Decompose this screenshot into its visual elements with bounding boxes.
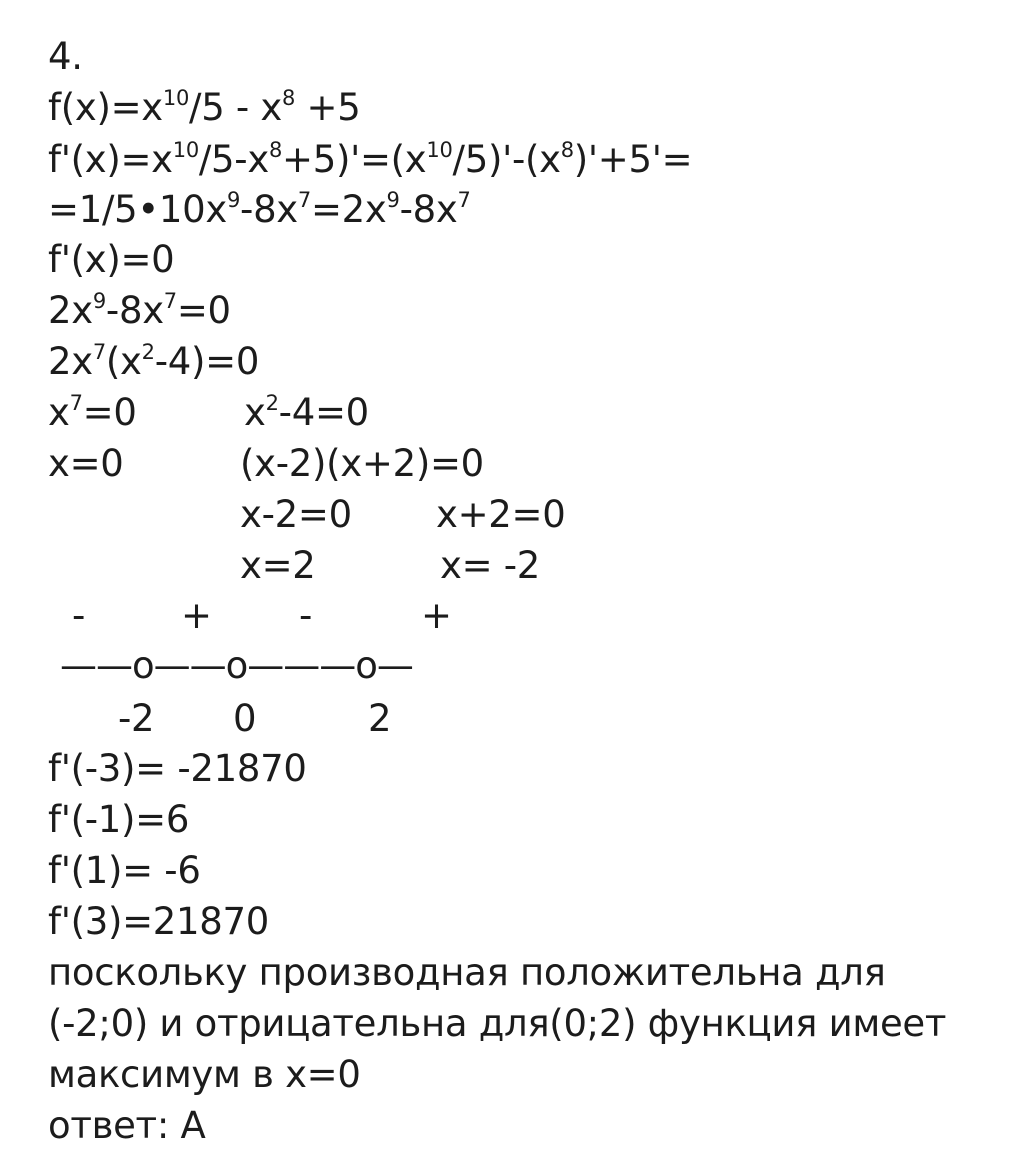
number-line: ——o——o———o— (60, 644, 413, 687)
answer: ответ: А (48, 1104, 206, 1147)
case-x2-minus-4: $x^2-4=0$ (244, 391, 369, 434)
derivative-zero-equation: f'(x)=0 (48, 238, 175, 281)
difference-of-squares: (x-2)(x+2)=0 (240, 442, 484, 485)
derivative-line-2: $=1/5•10x^9-8x^7=2x^9-8x^7$ (48, 188, 471, 231)
check-f-prime-1: f'(1)= -6 (48, 849, 201, 892)
equation-factored: $2x^7(x^2-4)=0$ (48, 340, 260, 383)
critical-point-minus-2: -2 (118, 697, 155, 740)
check-f-prime-minus-3: f'(-3)= -21870 (48, 747, 307, 790)
equation-expanded: $2x^9-8x^7=0$ (48, 289, 231, 332)
critical-point-0: 0 (233, 697, 257, 740)
derivative-line-1: $f'(x)=x^{10}/5-x^8+5)'=(x^{10}/5)'-(x^8)'+5'=$ (48, 138, 693, 181)
problem-number: 4. (48, 35, 83, 78)
check-f-prime-3: f'(3)=21870 (48, 900, 270, 943)
case-x-minus-2: x-2=0 (240, 493, 352, 536)
conclusion-line-1: поскольку производная положительна для (48, 951, 886, 994)
case-x7-zero: $x^7=0$ (48, 391, 137, 434)
conclusion-line-3: максимум в x=0 (48, 1053, 361, 1096)
root-x-2: x=2 (240, 544, 316, 587)
check-f-prime-minus-1: f'(-1)=6 (48, 798, 190, 841)
root-x-zero: x=0 (48, 442, 124, 485)
conclusion-line-2: (-2;0) и отрицательна для(0;2) функция имеет (48, 1002, 947, 1045)
root-x-minus-2: x= -2 (440, 544, 541, 587)
case-x-plus-2: x+2=0 (436, 493, 566, 536)
function-definition: $f(x)=x^{10}/5 - x^8 +5$ (48, 86, 361, 129)
sign-interval-2: + (181, 594, 212, 637)
critical-point-2: 2 (368, 697, 392, 740)
sign-interval-1: - (72, 594, 86, 637)
sign-interval-4: + (421, 594, 452, 637)
sign-interval-3: - (299, 594, 313, 637)
